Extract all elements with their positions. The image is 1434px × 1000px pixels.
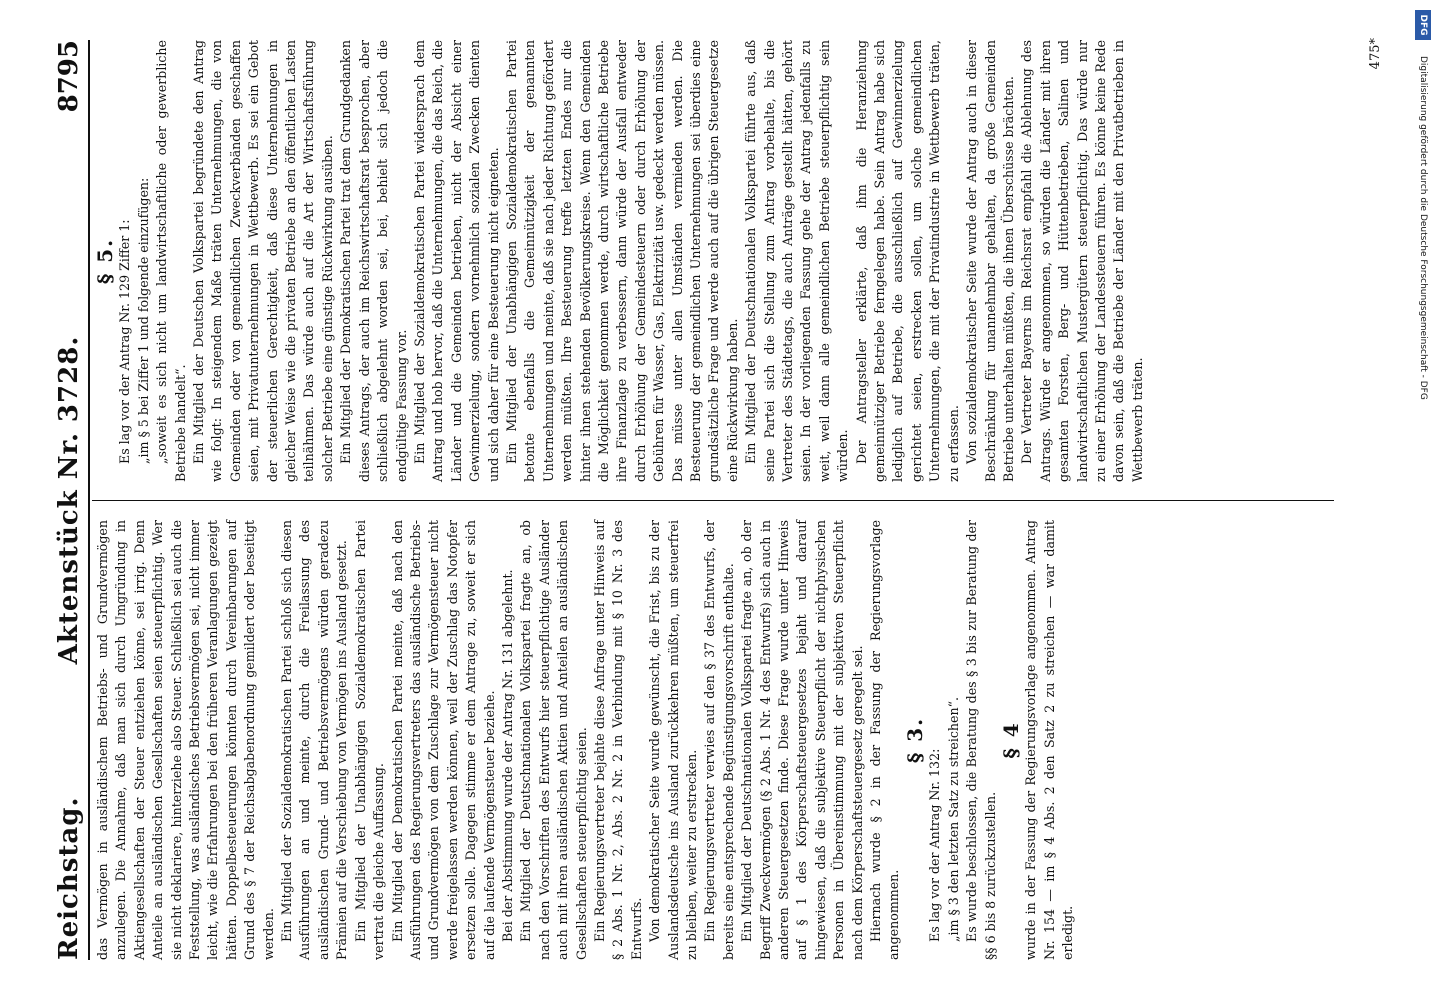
paragraph: Ein Mitglied der Demokratischen Partei meinte, daß nach den Ausführungen des Regierungsvertreters das ausländische Betriebs- und Grundvermögen von dem Zuschlage zur Vermögensteuer nicht werde freigelassen werden können, weil der Zuschlag das Notopfer ersetzen solle. Dagegen stimme er dem Antrage zu, soweit er sich auf die laufende Vermögensteuer beziehe. xyxy=(389,520,497,960)
quote: „soweit es sich nicht um landwirtschaftliche oder gewerbliche Betriebe handelt“. xyxy=(154,40,188,482)
paragraph: Ein Mitglied der Sozialdemokratischen Partei schloß sich diesen Ausführungen an und meinte, durch die Freilassung des ausländischen Grund- und Betriebsvermögens würden geradezu Prämien auf die Verschiebung von Vermögen ins Ausland gesetzt. xyxy=(279,520,350,960)
section-heading-4: § 4 xyxy=(998,721,1023,759)
section-heading-5: § 5. xyxy=(93,237,117,285)
header-title: Aktenstück Nr. 3728. xyxy=(54,335,84,665)
header-left: Reichstag. xyxy=(54,796,84,960)
paragraph: Von demokratischer Seite wurde gewünscht, die Frist, bis zu der Auslandsdeutsche ins Ausland zurückkehren müßten, um steuerfrei zu bleiben, weiter zu erstrecken. xyxy=(647,520,699,960)
paragraph: Es lag vor der Antrag Nr. 129 Ziffer 1: xyxy=(117,219,133,464)
right-column xyxy=(94,40,1147,482)
paragraph: Ein Regierungsvertreter bejahte diese Anfrage unter Hinweis auf § 2 Abs. 1 Nr. 2, Abs. 2 Nr. 2 in Verbindung mit § 10 Nr. 3 des Entwurfs. xyxy=(591,520,644,960)
digitization-text: Digitalisierung gefördert durch die Deutsche Forschungsgemeinschaft - DFG xyxy=(1418,56,1428,400)
digitization-note-inner xyxy=(1412,6,1434,996)
paragraph: Ein Mitglied der Unabhängigen Sozialdemokratischen Partei betonte ebenfalls die Gemeinnützigkeit der genannten Unternehmungen und meinte, daß sie nach jeder Richtung gefördert werden müßten. Ihre Besteuerung treffe letzten Endes nur die hinter ihnen stehenden Bevölkerungskreise. Wenn den Gemeinden die Möglichkeit genommen werde, durch wirtschaftliche Betriebe ihre Finanzlage zu verbessern, dann würde der Ausfall entweder durch Erhöhung der Gemeindesteuern oder durch Erhöhung der Gebühren für Wasser, Gas, Elektrizität usw. gedeckt werden müssen. Das müsse unter allen Umständen vermieden werden. Die Besteuerung der gemeindlichen Unternehmungen sei überdies eine grundsätzliche Frage und werde auch auf die übrigen Steuergesetze eine Rückwirkung haben. xyxy=(503,40,740,482)
paragraph: Es wurde beschlossen, die Beratung des § 3 bis zur Beratung der §§ 6 bis 8 zurückzustellen. xyxy=(964,520,998,960)
page-number: 8795 xyxy=(54,40,84,113)
paragraph: Von sozialdemokratischer Seite wurde der Antrag auch in dieser Beschränkung für unannehmbar gehalten, da große Gemeinden Betriebe unterhalten müßten, die ihnen Überschüsse brächten. xyxy=(964,40,1016,482)
paragraph: Hiernach wurde § 2 in der Fassung der Regierungsvorlage angenommen. xyxy=(868,520,902,960)
paragraph: Es lag vor der Antrag Nr. 132: xyxy=(927,748,943,942)
paragraph: wurde in der Fassung der Regierungsvorlage angenommen. Antrag Nr. 154 — im § 4 Abs. 2 den Satz 2 zu streichen — war damit erledigt. xyxy=(1023,520,1076,960)
signature-mark: 475* xyxy=(1368,38,1383,70)
paragraph: Ein Mitglied der Deutschnationalen Volkspartei führte aus, daß seine Partei sich die Stellung zum Antrag vorbehalte, bis die Vertreter des Städtetags, die auch Anträge gestellt hätten, gehört seien. In der vorliegenden Fassung gehe der Antrag jedenfalls zu weit, weil dann alle gemeindlichen Betriebe steuerpflichtig sein würden. xyxy=(743,40,851,482)
paragraph: Der Antragsteller erklärte, daß ihm die Heranziehung gemeinnütziger Betriebe ferngelegen habe. Sein Antrag habe sich lediglich auf Betriebe, die ausschließlich auf Gewinnerzielung gerichtet seien, erstrecken sollen, um solche gemeindlichen Unternehmungen, die mit der Privatindustrie in Wettbewerb träten, zu erfassen. xyxy=(853,40,961,482)
column-divider xyxy=(92,500,1334,501)
paragraph: Ein Mitglied der Demokratischen Partei trat dem Grundgedanken dieses Antrags, der auch im Reichswirtschaftsrat besprochen, aber schließlich abgelehnt worden sei, bei, behielt sich jedoch die endgültige Fassung vor. xyxy=(338,40,409,482)
quote: „im § 3 den letzten Satz zu streichen“. xyxy=(945,696,961,942)
left-column xyxy=(94,520,1078,960)
paragraph: Der Vertreter Bayerns im Reichsrat empfahl die Ablehnung des Antrags. Würde er angenommen, so würden die Länder mit ihren gesamten Forsten, Berg- und Hüttenbetrieben, Salinen und landwirtschaftlichen Mustergütern steuerpflichtig. Das würde nur zu einer Erhöhung der Landessteuern führen. Es könne keine Rede davon sein, daß die Betriebe der Länder mit den Privatbetrieben in Wettbewerb träten. xyxy=(1019,40,1145,482)
paragraph: Ein Mitglied der Deutschen Volkspartei begründete den Antrag wie folgt: In steigendem Maße träten Unternehmungen, die von Gemeinden oder von gemeindlichen Zweckverbänden geschaffen seien, mit Privatunternehmungen in Wettbewerb. Es sei ein Gebot der steuerlichen Gerechtigkeit, daß diese Unternehmungen in gleicher Weise wie die privaten Betriebe an den öffentlichen Lasten teilnähmen. Das würde auch auf die Art der Wirtschaftsführung solcher Betriebe eine günstige Rückwirkung ausüben. xyxy=(191,40,335,482)
paragraph: Ein Regierungsvertreter verwies auf den § 37 des Entwurfs, der bereits eine entsprechende Begünstigungsvorschrift enthalte. xyxy=(702,520,736,960)
dfg-logo: DFG xyxy=(1415,10,1431,40)
paragraph: Ein Mitglied der Deutschnationalen Volkspartei fragte an, ob der Begriff Zweckvermögen (§ 2 Abs. 1 Nr. 4 des Entwurfs) sich auch in anderen Steuergesetzen finde. Diese Frage wurde unter Hinweis auf § 1 des Körperschaftsteuergesetzes bejaht und darauf hingewiesen, daß die subjektive Steuerpflicht der nichtphysischen Personen in Übereinstimmung mit der subjektiven Steuerpflicht nach dem Körperschaftsteuergesetz geregelt sei. xyxy=(739,520,865,960)
paragraph: Ein Mitglied der Sozialdemokratischen Partei widersprach dem Antrag und hob hervor, daß die Unternehmungen, die das Reich, die Länder und die Gemeinden betrieben, nicht der Absicht einer Gewinnerzielung, sondern vornehmlich sozialen Zwecken dienten und sich daher für eine Besteuerung nicht eigneten. xyxy=(411,40,501,482)
paragraph: Bei der Abstimmung wurde der Antrag Nr. 131 abgelehnt. xyxy=(499,569,515,942)
digitization-note xyxy=(1412,6,1434,996)
paragraph: das Vermögen in ausländischem Betriebs- und Grundvermögen anzulegen. Die Annahme, daß man sich durch Umgründung in Aktiengesellschaften der Steuer entziehen könne, sei irrig. Denn Anteile an ausländischen Gesellschaften seien steuerpflichtig. Wer sie nicht deklariere, hinterziehe also Steuer. Schließlich sei auch die Feststellung, was ausländisches Betriebsvermögen sei, nicht immer leicht, wie die Erfahrungen bei den früheren Veranlagungen gezeigt hätten. Doppelbesteuerungen könnten durch Vereinbarungen auf Grund des § 7 der Reichsabgabenordnung gemildert oder beseitigt werden. xyxy=(95,520,276,960)
section-heading-3: § 3. xyxy=(902,716,927,764)
paragraph: Ein Mitglied der Deutschnationalen Volkspartei fragte an, ob nach den Vorschriften des Entwurfs hier steuerpflichtige Ausländer auch mit ihren ausländischen Aktien und Anteilen an ausländischen Gesellschaften steuerpflichtig seien. xyxy=(518,520,589,960)
quote: „im § 5 bei Ziffer 1 und folgende einzufügen: xyxy=(135,177,151,464)
paragraph: Ein Mitglied der Unabhängigen Sozialdemokratischen Partei vertrat die gleiche Auffassung. xyxy=(352,520,387,960)
page-header xyxy=(48,40,90,960)
